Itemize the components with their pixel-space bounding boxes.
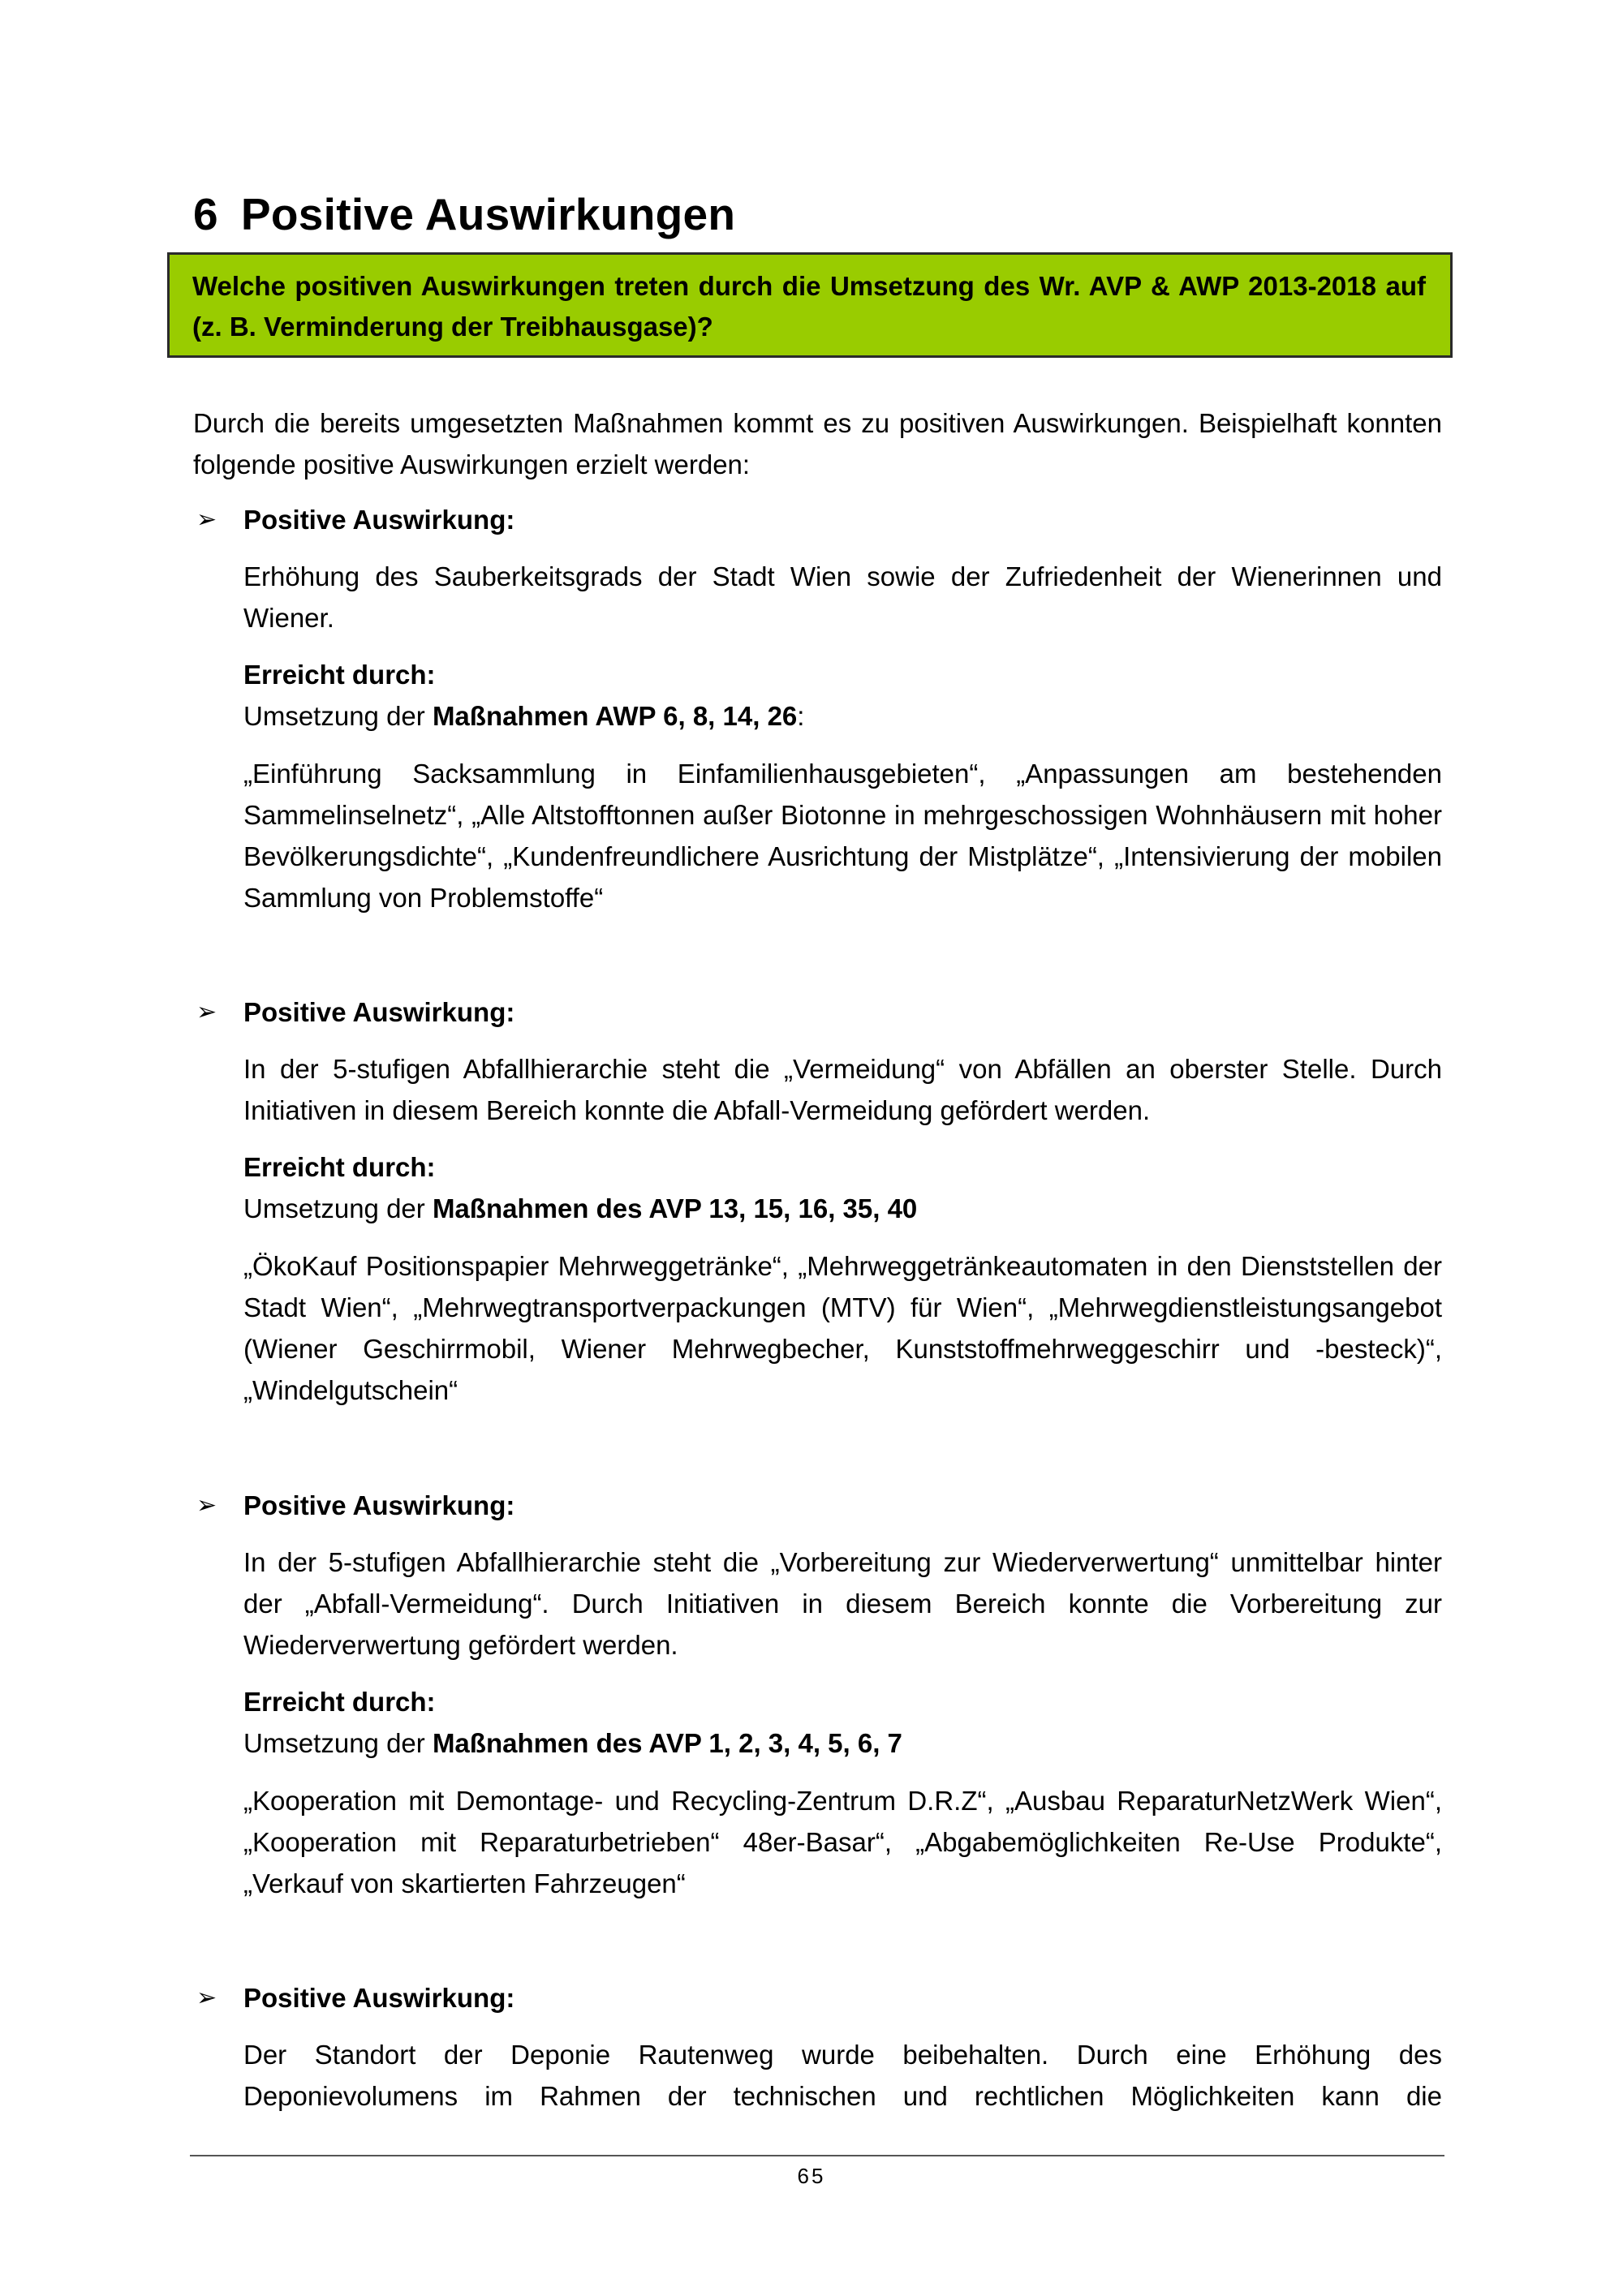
- item-heading: [193, 1977, 1442, 2019]
- measures-list: „Kooperation mit Demontage- und Recycling-Zentrum D.R.Z“, „Ausbau ReparaturNetzWerk Wien“, „Kooperation mit Reparaturbetrieben“ 48er-Basar“, „Abgabemöglichkeiten Re-Use Produkte“, „Verkauf von skartierten Fahrzeugen“: [243, 1786, 1442, 1898]
- item-description: In der 5-stufigen Abfallhierarchie steht die „Vorbereitung zur Wiederverwertung“ unmittelbar hinter der „Abfall-Vermeidung“. Durch Initiativen in diesem Bereich konnte die Vorbereitung zur Wiederverwertung gefördert werden.: [243, 1547, 1442, 1660]
- question-box: [167, 252, 1453, 358]
- footer-divider: [190, 2155, 1444, 2156]
- implementation-line: [243, 695, 1442, 737]
- item-heading-text: Positive Auswirkung:: [243, 1490, 515, 1520]
- impl-prefix: Umsetzung der: [243, 1193, 433, 1223]
- list-item: [193, 1485, 1442, 1904]
- item-heading-text: Positive Auswirkung:: [243, 505, 515, 535]
- item-description: Erhöhung des Sauberkeitsgrads der Stadt Wien sowie der Zufriedenheit der Wienerinnen und Wiener.: [243, 561, 1442, 633]
- impl-measures-ref: Maßnahmen AWP 6, 8, 14, 26: [432, 701, 798, 731]
- impl-prefix: Umsetzung der: [243, 1728, 433, 1758]
- intro-paragraph: Durch die bereits umgesetzten Maßnahmen kommt es zu positiven Auswirkungen. Beispielhaft konnten folgende positive Auswirkungen erzielt werden:: [193, 408, 1442, 479]
- arrow-bullet-icon: ➢: [196, 1492, 217, 1519]
- item-heading: [193, 499, 1442, 540]
- list-item: [193, 991, 1442, 1411]
- impl-suffix: :: [797, 701, 805, 731]
- page-number: 65: [797, 2164, 826, 2188]
- list-item: [193, 1977, 1442, 2117]
- implementation-line: [243, 1722, 1442, 1764]
- item-heading-text: Positive Auswirkung:: [243, 997, 515, 1027]
- implementation-line: [243, 1188, 1442, 1229]
- chapter-number: 6: [193, 189, 218, 239]
- measures-list: „Einführung Sacksammlung in Einfamilienhausgebieten“, „Anpassungen am bestehenden Sammelinselnetz“, „Alle Altstofftonnen außer Biotonne in mehrgeschossigen Wohnhäusern mit hoher Bevölkerungsdichte“, „Kundenfreundlichere Ausrichtung der Mistplätze“, „Intensivierung der mobilen Sammlung von Problemstoffe“: [243, 759, 1442, 913]
- reached-label: Erreicht durch:: [243, 1152, 436, 1182]
- measures-list: „ÖkoKauf Positionspapier Mehrweggetränke“, „Mehrweggetränkeautomaten in den Dienststellen der Stadt Wien“, „Mehrwegtransportverpackungen (MTV) für Wien“, „Mehrwegdienstleistungsangebot (Wiener Geschirrmobil, Wiener Mehrwegbecher, Kunststoffmehrweggeschirr und -besteck)“, „Windelgutschein“: [243, 1251, 1442, 1405]
- item-heading-text: Positive Auswirkung:: [243, 1983, 515, 2013]
- arrow-bullet-icon: ➢: [196, 1984, 217, 2011]
- reached-label: Erreicht durch:: [243, 1687, 436, 1717]
- item-heading: [193, 1485, 1442, 1526]
- item-description: Der Standort der Deponie Rautenweg wurde beibehalten. Durch eine Erhöhung des Deponievolumens im Rahmen der technischen und rechtlichen Möglichkeiten kann die: [243, 2040, 1442, 2111]
- arrow-bullet-icon: ➢: [196, 999, 217, 1025]
- list-item: [193, 499, 1442, 918]
- item-description: In der 5-stufigen Abfallhierarchie steht die „Vermeidung“ von Abfällen an oberster Stelle. Durch Initiativen in diesem Bereich konnte die Abfall-Vermeidung gefördert werden.: [243, 1054, 1442, 1125]
- item-heading: [193, 991, 1442, 1033]
- impl-measures-ref: Maßnahmen des AVP 1, 2, 3, 4, 5, 6, 7: [432, 1728, 902, 1758]
- impl-measures-ref: Maßnahmen des AVP 13, 15, 16, 35, 40: [432, 1193, 918, 1223]
- impl-prefix: Umsetzung der: [243, 701, 433, 731]
- question-text: Welche positiven Auswirkungen treten durch die Umsetzung des Wr. AVP & AWP 2013-2018 auf (z. B. Verminderung der Treibhausgase)?: [192, 271, 1426, 342]
- chapter-title: [193, 188, 735, 240]
- reached-label: Erreicht durch:: [243, 660, 436, 690]
- arrow-bullet-icon: ➢: [196, 506, 217, 533]
- chapter-title-text: Positive Auswirkungen: [240, 189, 736, 239]
